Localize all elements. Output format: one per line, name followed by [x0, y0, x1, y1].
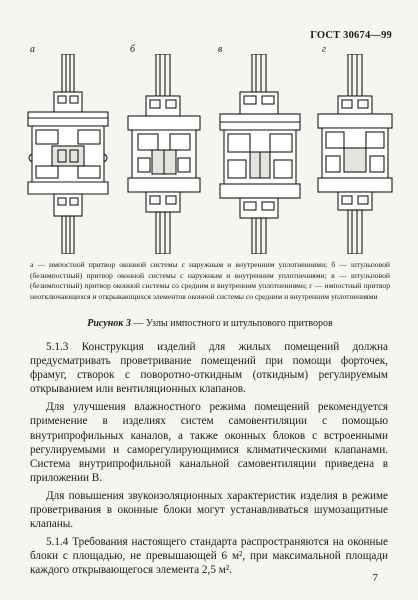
- caption-label: Рисунок 3: [87, 318, 131, 329]
- paragraph: 5.1.3 Конструкция изделий для жилых помещений должна предусматривать проветривание помещений при помощи форточек, фрамуг, створок с поворотно-откидным (откидным) регулируемым открыванием или вентиляционных клапанов.: [30, 341, 388, 396]
- legend-text: а — импостной притвор оконной системы с наружным и внутренним уплотнениями; б — штульповой (безимпостный) притвор оконной системы с наружным и внутренним уплотнениями; в — штульповой (безимпостный) притвор оконной системы со средним и внутренним уплотнениями; г — импостный притвор неотключающихся и открывающихся элементов оконной системы со средним и внутренним уплотнениями: [30, 260, 390, 301]
- paragraph: Для повышения звукоизоляционных характеристик изделия в режиме проветривания в оконные блоки могут устанавливаться шумозащитные клапаны.: [30, 489, 388, 531]
- section-drawing-g: [312, 54, 398, 254]
- panel-letter-g: г: [322, 44, 326, 55]
- panel-letter-v: в: [218, 44, 223, 55]
- section-drawing-b: [118, 54, 210, 254]
- page-number: 7: [372, 572, 378, 584]
- figure-caption: [30, 318, 390, 329]
- body-text: [30, 340, 388, 582]
- section-drawing-a: [22, 54, 114, 254]
- paragraph: 5.1.4 Требования настоящего стандарта распространяются на оконные блоки с площадью, не превышающей 6 м², при максимальной площади каждого открывающегося элемента 2,5 м².: [30, 536, 388, 577]
- caption-text: — Узлы импостного и штульпового притворов: [130, 318, 333, 329]
- figure-legend: [30, 260, 390, 302]
- standard-code: ГОСТ 30674—99: [310, 30, 392, 41]
- panel-letter-b: б: [130, 44, 136, 55]
- paragraph: Для улучшения влажностного режима помещений рекомендуется применение в изделиях систем самовентиляции с помощью внутрипрофильных каналов, а также оконных блоков с встроенными регулируемыми и саморегулирующимися климатическими клапанами. Система внутрипрофильной канальной самовентиляции приведена в приложении В.: [30, 401, 388, 484]
- figure-3: [22, 44, 398, 256]
- section-drawing-v: [212, 54, 308, 254]
- panel-letter-a: а: [30, 44, 35, 55]
